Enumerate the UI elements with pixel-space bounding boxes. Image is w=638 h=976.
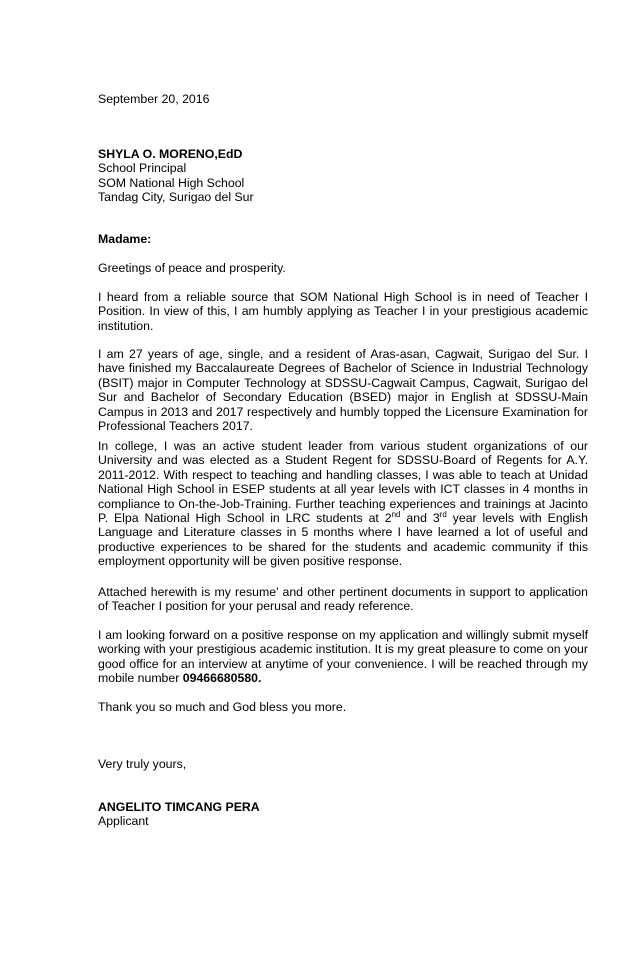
experience-text-1: In college, I was an active student leader from various student organizations of our University and was elected as a Student Regent for SDSSU-Board of Regents for A.Y. 2011-2012. With respect to teaching and handling classes, I was able to teach at Unidad National High School in ESEP students at all year levels with ICT classes in 4 months in compliance to On-the-Job-Training. Further teaching experiences and trainings at Jacinto P. Elpa National High School in LRC students at 2 <box>98 439 588 526</box>
paragraph-attachments: Attached herewith is my resume’ and other pertinent documents in support to application of Teacher I position for your perusal and ready reference. <box>98 585 588 614</box>
sender-role: Applicant <box>98 814 149 829</box>
recipient-block <box>98 147 588 205</box>
recipient-name: SHYLA O. MORENO,EdD <box>98 147 243 161</box>
salutation: Madame: <box>98 232 152 246</box>
experience-text-3: year levels with English Language and Literature classes in 5 months where I have learned a lot of useful and productive experiences to be shared for the students and academic community if this employment opportunity will be given positive response. <box>98 511 588 569</box>
recipient-school: SOM National High School <box>98 175 245 190</box>
greeting: Greetings of peace and prosperity. <box>98 261 286 275</box>
paragraph-intro: I heard from a reliable source that SOM National High School is in need of Teacher I Position. In view of this, I am humbly applying as Teacher I in your prestigious academic institution. <box>98 290 588 333</box>
sender-name: ANGELITO TIMCANG PERA <box>98 800 260 814</box>
closing-line: Very truly yours, <box>98 757 187 771</box>
thanks-line: Thank you so much and God bless you more. <box>98 700 347 714</box>
recipient-address: Tandag City, Surigao del Sur <box>98 190 254 205</box>
letter-page <box>98 0 588 976</box>
request-text: I am looking forward on a positive response on my application and willingly submit myself working with your prestigious academic institution. It is my great pleasure to come on your good office for an interview at anytime of your convenience. I will be reached through my mobile number <box>98 628 588 686</box>
recipient-title: School Principal <box>98 161 187 176</box>
paragraph-request <box>98 628 588 686</box>
signature-block <box>98 800 588 829</box>
paragraph-experience <box>98 439 588 569</box>
mobile-number: 09466680580. <box>182 671 262 686</box>
paragraph-background: I am 27 years of age, single, and a resident of Aras-asan, Cagwait, Surigao del Sur. I have finished my Baccalaureate Degrees of Bachelor of Science in Industrial Technology (BSIT) major in Computer Technology at SDSSU-Cagwait Campus, Cagwait, Surigao del Sur and Bachelor of Secondary Education (BSED) major in English at SDSSU-Main Campus in 2013 and 2017 respectively and humbly topped the Licensure Examination for Professional Teachers 2017. <box>98 347 588 434</box>
ordinal-rd: rd <box>439 509 447 519</box>
experience-text-2: and 3 <box>400 511 440 526</box>
letter-date: September 20, 2016 <box>98 92 210 106</box>
ordinal-nd: nd <box>391 509 401 519</box>
